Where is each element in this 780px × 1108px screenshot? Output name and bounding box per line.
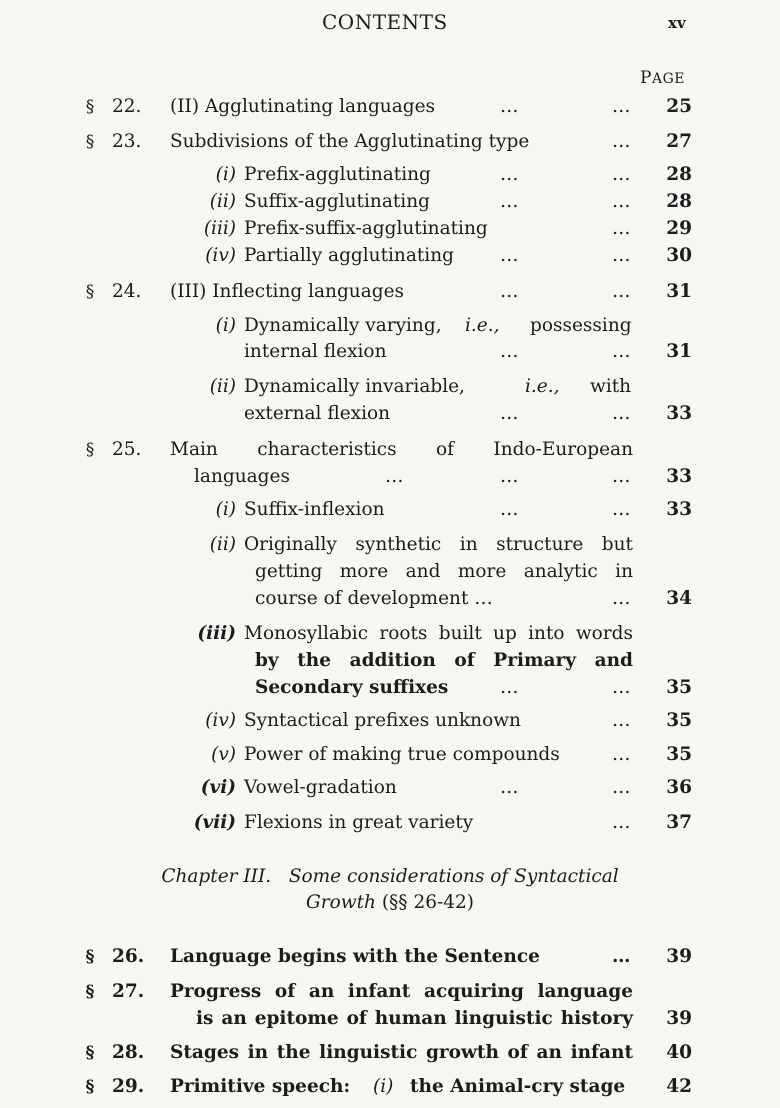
leader-dots: …: [500, 281, 520, 302]
toc-subentry-25-iv[interactable]: [0, 708, 780, 734]
leader-dots: …: [500, 466, 520, 487]
subentry-title: Flexions in great variety: [244, 812, 474, 833]
entry-title: Subdivisions of the Agglutinating type: [170, 131, 530, 152]
entry-title-continuation: is an epitome of human linguistic history: [196, 1008, 633, 1029]
subentry-label: (iv): [205, 710, 236, 731]
subentry-label: (iii): [197, 623, 236, 644]
subentry-label: (i): [215, 315, 236, 336]
subentry-title-continuation: Secondary suffixes: [255, 677, 449, 698]
section-sign-icon: §: [85, 1043, 95, 1063]
entry-title: Main characteristics of Indo-European: [170, 439, 633, 460]
page-number: 31: [666, 281, 692, 302]
subentry-title: Suffix-agglutinating: [244, 191, 430, 212]
section-number: 26.: [112, 946, 145, 967]
toc-entry-23[interactable]: [0, 129, 780, 155]
page-number: 35: [666, 677, 692, 698]
page-number: 37: [666, 812, 692, 833]
leader-dots: …: [612, 946, 632, 967]
page-number: 36: [666, 777, 692, 798]
subentry-label: (iv): [205, 245, 236, 266]
page-number: 29: [666, 218, 692, 239]
section-number: 28.: [112, 1042, 145, 1063]
toc-entry-27[interactable]: [0, 979, 780, 1005]
chapter-section-range: (§§ 26-42): [381, 892, 474, 913]
subentry-title-continuation: internal flexion: [244, 341, 387, 362]
subentry-label: (v): [211, 744, 236, 765]
leader-dots: …: [500, 777, 520, 798]
subentry-label: (vi): [200, 777, 236, 798]
chapter-title: Some considerations of Syntactical: [288, 866, 619, 887]
section-sign-icon: §: [85, 440, 95, 460]
toc-entry-25[interactable]: [0, 437, 780, 463]
page-number: 25: [666, 96, 692, 117]
subentry-title-abbrev: i.e.,: [465, 315, 500, 336]
section-sign-icon: §: [85, 982, 95, 1002]
page-number: 35: [666, 710, 692, 731]
page-label-initial: P: [640, 68, 652, 88]
leader-dots: …: [385, 466, 405, 487]
toc-entry-28[interactable]: [0, 1040, 780, 1066]
subentry-title-continuation: by the addition of Primary and: [255, 650, 633, 671]
entry-title: Progress of an infant acquiring language: [170, 981, 633, 1002]
leader-dots: …: [612, 710, 632, 731]
section-number: 22.: [112, 96, 142, 117]
page-number: 30: [666, 245, 692, 266]
section-number: 23.: [112, 131, 142, 152]
toc-subentry-25-v[interactable]: [0, 742, 780, 768]
chapter-title-continuation: Growth: [306, 892, 376, 913]
page-label-rest: AGE: [651, 71, 685, 87]
entry-title: (III) Inflecting languages: [170, 281, 405, 302]
leader-dots: …: [500, 96, 520, 117]
subentry-label: (iii): [203, 218, 236, 239]
leader-dots: …: [612, 499, 632, 520]
page-number: 40: [666, 1042, 692, 1063]
toc-subentry-25-i[interactable]: [0, 497, 780, 523]
toc-entry-25-cont[interactable]: [0, 464, 780, 490]
toc-entry-24[interactable]: [0, 279, 780, 305]
running-title: CONTENTS: [322, 10, 448, 34]
leader-dots: …: [612, 164, 632, 185]
toc-subentry-25-vi[interactable]: [0, 775, 780, 801]
leader-dots: …: [612, 812, 632, 833]
subentry-title-continuation: external flexion: [244, 403, 391, 424]
page-number: 39: [666, 946, 692, 967]
page-column-heading: [640, 68, 685, 88]
toc-subentry-24-ii[interactable]: [0, 374, 780, 400]
subentry-title: Power of making true compounds: [244, 744, 560, 765]
toc-subentry-25-vii[interactable]: [0, 810, 780, 836]
toc-entry-22[interactable]: [0, 94, 780, 120]
page-number: 42: [666, 1076, 692, 1097]
leader-dots: …: [500, 341, 520, 362]
leader-dots: …: [500, 191, 520, 212]
entry-title: (II) Agglutinating languages: [170, 96, 436, 117]
subentry-label: (ii): [209, 534, 236, 555]
leader-dots: …: [612, 281, 632, 302]
leader-dots: …: [612, 96, 632, 117]
toc-subentry-24-i-cont[interactable]: [0, 339, 780, 365]
chapter-label: Chapter III.: [161, 866, 272, 887]
running-head: [0, 10, 780, 40]
entry-title: Language begins with the Sentence: [170, 946, 540, 967]
leader-dots: …: [612, 218, 632, 239]
toc-subentry-23-ii[interactable]: [0, 189, 780, 215]
subentry-label: (i): [215, 164, 236, 185]
leader-dots: …: [612, 341, 632, 362]
subentry-title-part: Dynamically invariable,: [244, 376, 465, 397]
leader-dots: …: [612, 744, 632, 765]
toc-entry-29[interactable]: [0, 1074, 780, 1100]
entry-title: Stages in the linguistic growth of an infant: [170, 1042, 633, 1063]
leader-dots: …: [612, 245, 632, 266]
subentry-title-continuation: course of development …: [255, 588, 493, 609]
toc-entry-26[interactable]: [0, 944, 780, 970]
page-number: 33: [666, 403, 692, 424]
toc-subentry-24-i[interactable]: [0, 313, 780, 339]
chapter-heading-cont: [0, 890, 780, 916]
section-sign-icon: §: [85, 132, 95, 152]
entry-title-label: (i): [373, 1076, 394, 1097]
section-sign-icon: §: [85, 282, 95, 302]
leader-dots: …: [612, 131, 632, 152]
toc-subentry-25-iii-cont2[interactable]: [0, 675, 780, 701]
subentry-label: (ii): [209, 191, 236, 212]
leader-dots: …: [612, 777, 632, 798]
toc-subentry-25-iii[interactable]: [0, 621, 780, 647]
section-number: 24.: [112, 281, 142, 302]
section-number: 29.: [112, 1076, 145, 1097]
page-number: 28: [666, 191, 692, 212]
section-number: 25.: [112, 439, 142, 460]
subentry-title: Prefix-suffix-agglutinating: [244, 218, 488, 239]
subentry-title: Monosyllabic roots built up into words: [244, 623, 633, 644]
toc-subentry-24-ii-cont[interactable]: [0, 401, 780, 427]
page-number: 35: [666, 744, 692, 765]
subentry-title-abbrev: i.e.,: [525, 376, 560, 397]
toc-subentry-23-i[interactable]: [0, 162, 780, 188]
subentry-title: Partially agglutinating: [244, 245, 454, 266]
subentry-title-part: possessing: [530, 315, 632, 336]
section-number: 27.: [112, 981, 145, 1002]
leader-dots: …: [500, 245, 520, 266]
leader-dots: …: [612, 588, 632, 609]
leader-dots: …: [500, 677, 520, 698]
subentry-title: Vowel-gradation: [244, 777, 397, 798]
subentry-label: (i): [215, 499, 236, 520]
entry-title-part: Primitive speech:: [170, 1076, 351, 1097]
section-sign-icon: §: [85, 947, 95, 967]
page-number: 31: [666, 341, 692, 362]
subentry-title: Suffix-inflexion: [244, 499, 385, 520]
toc-subentry-25-ii[interactable]: [0, 532, 780, 558]
subentry-title: Syntactical prefixes unknown: [244, 710, 521, 731]
page-number: 33: [666, 499, 692, 520]
subentry-title-part: Dynamically varying,: [244, 315, 442, 336]
leader-dots: …: [612, 191, 632, 212]
leader-dots: …: [500, 164, 520, 185]
subentry-label: (ii): [209, 376, 236, 397]
leader-dots: …: [612, 403, 632, 424]
subentry-title: Originally synthetic in structure but: [244, 534, 633, 555]
section-sign-icon: §: [85, 97, 95, 117]
toc-subentry-25-ii-cont2[interactable]: [0, 586, 780, 612]
toc-subentry-23-iii[interactable]: [0, 216, 780, 242]
toc-subentry-23-iv[interactable]: [0, 243, 780, 269]
entry-title-continuation: languages: [194, 466, 290, 487]
toc-subentry-25-iii-cont[interactable]: [0, 648, 780, 674]
page-folio: xv: [668, 14, 686, 32]
leader-dots: …: [612, 677, 632, 698]
section-sign-icon: §: [85, 1077, 95, 1097]
subentry-title-continuation: getting more and more analytic in: [255, 561, 633, 582]
toc-subentry-25-ii-cont[interactable]: [0, 559, 780, 585]
subentry-label: (vii): [193, 812, 236, 833]
page-number: 27: [666, 131, 692, 152]
page-number: 33: [666, 466, 692, 487]
page-number: 39: [666, 1008, 692, 1029]
leader-dots: …: [500, 403, 520, 424]
subentry-title: Prefix-agglutinating: [244, 164, 431, 185]
leader-dots: …: [500, 499, 520, 520]
page-number: 34: [666, 588, 692, 609]
toc-entry-27-cont[interactable]: [0, 1006, 780, 1032]
leader-dots: …: [612, 466, 632, 487]
page-number: 28: [666, 164, 692, 185]
subentry-title-part: with: [590, 376, 632, 397]
chapter-heading: [0, 864, 780, 890]
entry-title-part: the Animal-cry stage: [410, 1076, 626, 1097]
